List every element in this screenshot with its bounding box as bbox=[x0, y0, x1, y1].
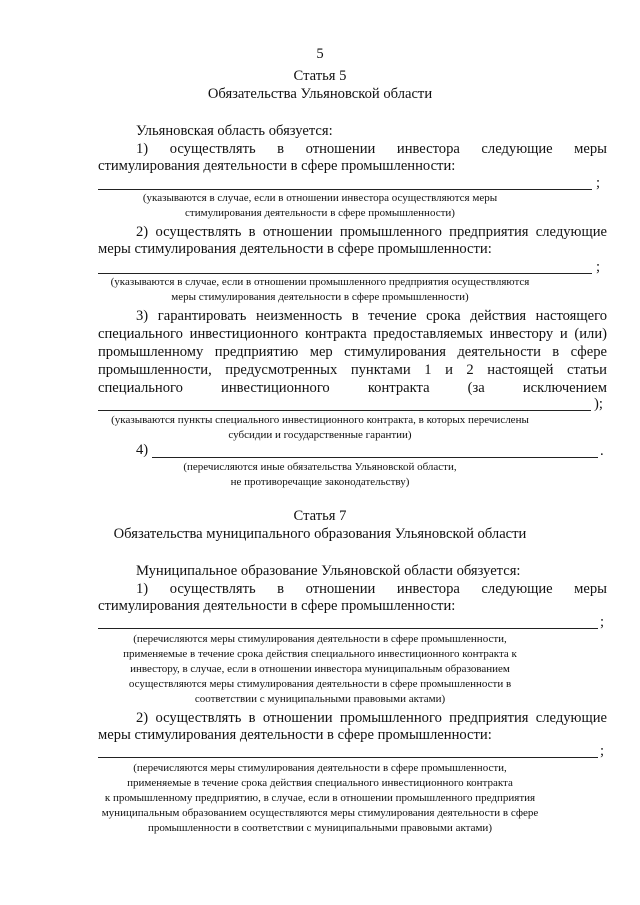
art5-item3-fill-line bbox=[98, 410, 591, 411]
art5-item3-line2: специального инвестиционного контракта предоставляемых инвестору и (или) bbox=[98, 326, 607, 342]
page-number: 5 bbox=[316, 46, 324, 62]
art5-item3-line4: промышленности, предусмотренных пунктами 1 и 2 настоящей статьи bbox=[98, 362, 607, 378]
art5-item3-note-2: субсидии и государственные гарантии) bbox=[228, 429, 412, 441]
art7-item1-note-2: применяемые в течение срока действия специального инвестиционного контракта к bbox=[123, 648, 517, 660]
art5-item2-semicolon: ; bbox=[596, 259, 601, 275]
art5-item2-line2: меры стимулирования деятельности в сфере промышленности: bbox=[98, 241, 492, 257]
art7-item1-semicolon: ; bbox=[600, 614, 605, 630]
article-5-title: Обязательства Ульяновской области bbox=[207, 86, 433, 102]
art5-item4-fill-line bbox=[152, 457, 598, 458]
art5-item3-line1: 3) гарантировать неизменность в течение срока действия настоящего bbox=[136, 308, 607, 324]
art5-item1-fill-line bbox=[98, 189, 592, 190]
article-7-heading: Статья 7 bbox=[293, 508, 347, 524]
art5-item1-semicolon: ; bbox=[596, 175, 601, 191]
article-7-intro: Муниципальное образование Ульяновской области обязуется: bbox=[136, 563, 521, 579]
article-7-title: Обязательства муниципального образования Ульяновской области bbox=[113, 526, 527, 542]
art5-item3-end: ); bbox=[594, 396, 603, 412]
art5-item2-line1: 2) осуществлять в отношении промышленного предприятия следующие bbox=[136, 224, 607, 240]
art7-item1-note-3: инвестору, в случае, если в отношении инвестора муниципальным образованием bbox=[130, 663, 510, 675]
art7-item2-note-3: к промышленному предприятию, в случае, если в отношении промышленного предприятия bbox=[104, 792, 536, 804]
article-5-heading: Статья 5 bbox=[293, 68, 347, 84]
art7-item1-note-5: соответствии с муниципальными правовыми актами) bbox=[194, 693, 446, 705]
art5-item4-note-1: (перечисляются иные обязательства Ульяновской области, bbox=[183, 461, 457, 473]
art7-item1-note-4: осуществляются меры стимулирования деятельности в сфере промышленности в bbox=[128, 678, 512, 690]
art7-item1-line1: 1) осуществлять в отношении инвестора следующие меры bbox=[136, 581, 607, 597]
art5-item3-line3: промышленному предприятию мер стимулирования деятельности в сфере bbox=[98, 344, 607, 360]
article-5-intro: Ульяновская область обязуется: bbox=[136, 123, 333, 139]
art5-item4-note-2: не противоречащие законодательству) bbox=[230, 476, 410, 488]
art5-item1-note-1: (указываются в случае, если в отношении инвестора осуществляются меры bbox=[142, 192, 498, 204]
art5-item3-line5: специального инвестиционного контракта (за исключением bbox=[98, 380, 607, 396]
art7-item2-fill-line bbox=[98, 757, 598, 758]
art7-item1-line2: стимулирования деятельности в сфере промышленности: bbox=[98, 598, 456, 614]
art7-item2-line1: 2) осуществлять в отношении промышленного предприятия следующие bbox=[136, 710, 607, 726]
art7-item1-fill-line bbox=[98, 628, 598, 629]
art5-item3-note-1: (указываются пункты специального инвестиционного контракта, в которых перечислены bbox=[111, 414, 529, 426]
art7-item2-line2: меры стимулирования деятельности в сфере промышленности: bbox=[98, 727, 492, 743]
art5-item4-number: 4) bbox=[136, 442, 149, 458]
art5-item1-line2: стимулирования деятельности в сфере промышленности: bbox=[98, 158, 456, 174]
art7-item2-note-4: муниципальным образованием осуществляются меры стимулирования деятельности в сфере bbox=[101, 807, 539, 819]
art7-item2-note-1: (перечисляются меры стимулирования деятельности в сфере промышленности, bbox=[133, 762, 507, 774]
art5-item1-line1: 1) осуществлять в отношении инвестора следующие меры bbox=[136, 141, 607, 157]
art7-item2-note-5: промышленности в соответствии с муниципальными правовыми актами) bbox=[148, 822, 492, 834]
art7-item1-note-1: (перечисляются меры стимулирования деятельности в сфере промышленности, bbox=[133, 633, 507, 645]
art7-item2-semicolon: ; bbox=[600, 743, 605, 759]
art5-item2-fill-line bbox=[98, 273, 592, 274]
art7-item2-note-2: применяемые в течение срока действия специального инвестиционного контракта bbox=[127, 777, 513, 789]
art5-item2-note-1: (указываются в случае, если в отношении промышленного предприятия осуществляются bbox=[110, 276, 530, 288]
art5-item4-dot: . bbox=[600, 443, 604, 459]
art5-item1-note-2: стимулирования деятельности в сфере промышленности) bbox=[185, 207, 455, 219]
art5-item2-note-2: меры стимулирования деятельности в сфере промышленности) bbox=[171, 291, 469, 303]
